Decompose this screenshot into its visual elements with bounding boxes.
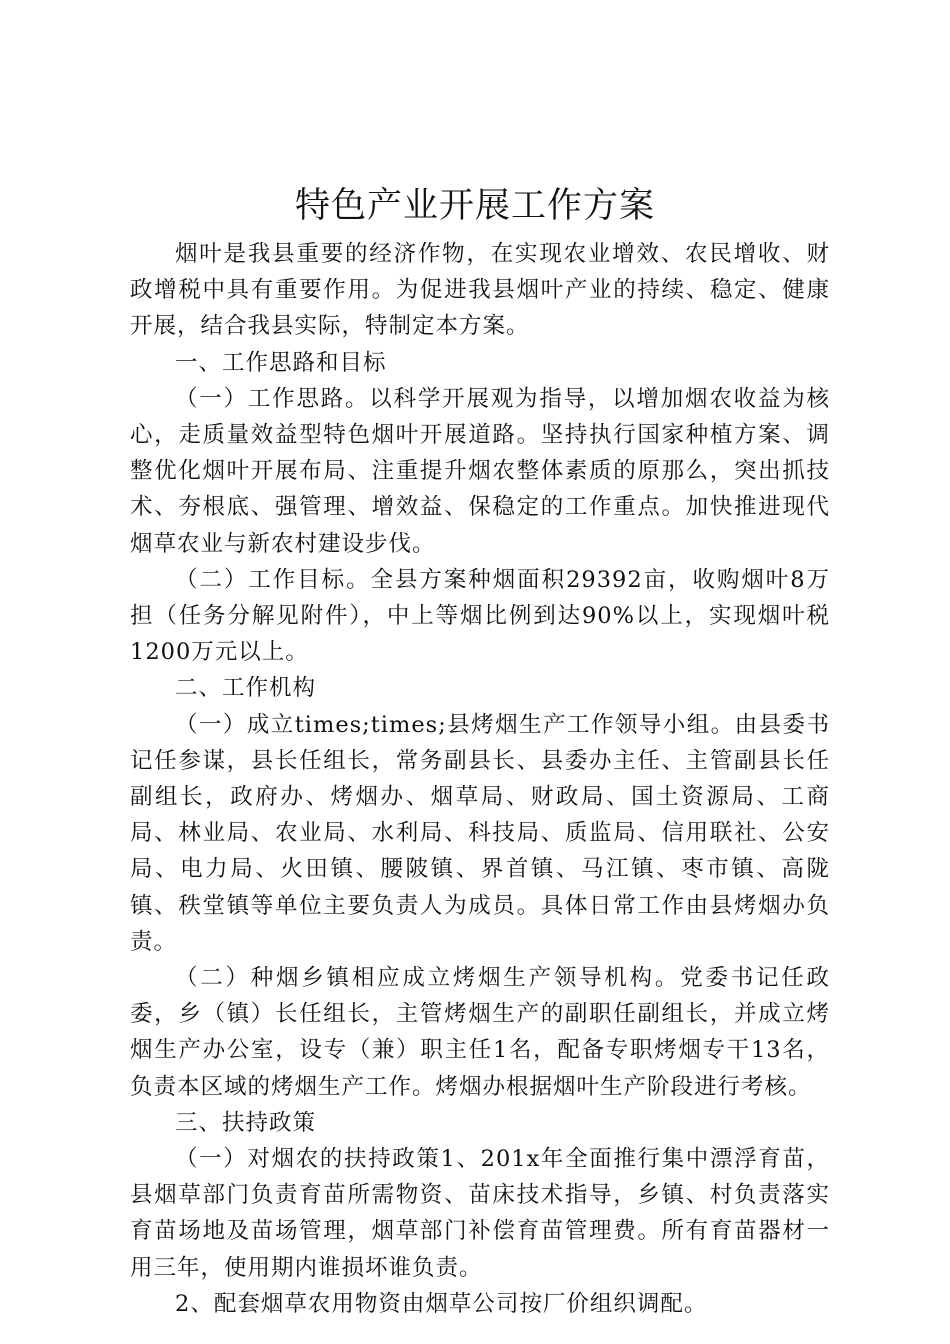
paragraph-work-targets: （二）工作目标。全县方案种烟面积29392亩，收购烟叶8万担（任务分解见附件），中上等烟比例到达90%以上，实现烟叶税1200万元以上。 [130, 566, 830, 666]
paragraph-township-agencies: （二）种烟乡镇相应成立烤烟生产领导机构。党委书记任政委，乡（镇）长任组长，主管烤烟生产的副职任副组长，并成立烤烟生产办公室，设专（兼）职主任1名，配备专职烤烟专干13名，负责本区域的烤烟生产工作。烤烟办根据烟叶生产阶段进行考核。 [130, 965, 830, 1100]
document-body [130, 236, 830, 1322]
section-heading-organization: 二、工作机构 [175, 675, 317, 702]
intro-paragraph: 烟叶是我县重要的经济作物，在实现农业增效、农民增收、财政增税中具有重要作用。为促进我县烟叶产业的持续、稳定、健康开展，结合我县实际，特制定本方案。 [130, 241, 830, 340]
paragraph-work-approach: （一）工作思路。以科学开展观为指导，以增加烟农收益为核心，走质量效益型特色烟叶开展道路。坚持执行国家种植方案、调整优化烟叶开展布局、注重提升烟农整体素质的原那么，突出抓技术、夯根底、强管理、增效益、保稳定的工作重点。加快推进现代烟草农业与新农村建设步伐。 [130, 385, 830, 557]
document-title: 特色产业开展工作方案 [294, 186, 655, 226]
paragraph-materials-supply: 2、配套烟草农用物资由烟草公司按厂价组织调配。 [175, 1290, 708, 1317]
paragraph-farmer-support: （一）对烟农的扶持政策1、201x年全面推行集中漂浮育苗，县烟草部门负责育苗所需物资、苗床技术指导，乡镇、村负责落实育苗场地及苗场管理，烟草部门补偿育苗管理费。所有育苗器材一用三年，使用期内谁损坏谁负责。 [130, 1146, 830, 1281]
section-heading-policies: 三、扶持政策 [175, 1109, 317, 1136]
paragraph-leading-group: （一）成立times;times;县烤烟生产工作领导小组。由县委书记任参谋，县长任组长，常务副县长、县委办主任、主管副县长任副组长，政府办、烤烟办、烟草局、财政局、国土资源局、工商局、林业局、农业局、水利局、科技局、质监局、信用联社、公安局、电力局、火田镇、腰陂镇、界首镇、马江镇、枣市镇、高陇镇、秩堂镇等单位主要负责人为成员。具体日常工作由县烤烟办负责。 [130, 711, 830, 955]
section-heading-goals: 一、工作思路和目标 [175, 349, 387, 376]
